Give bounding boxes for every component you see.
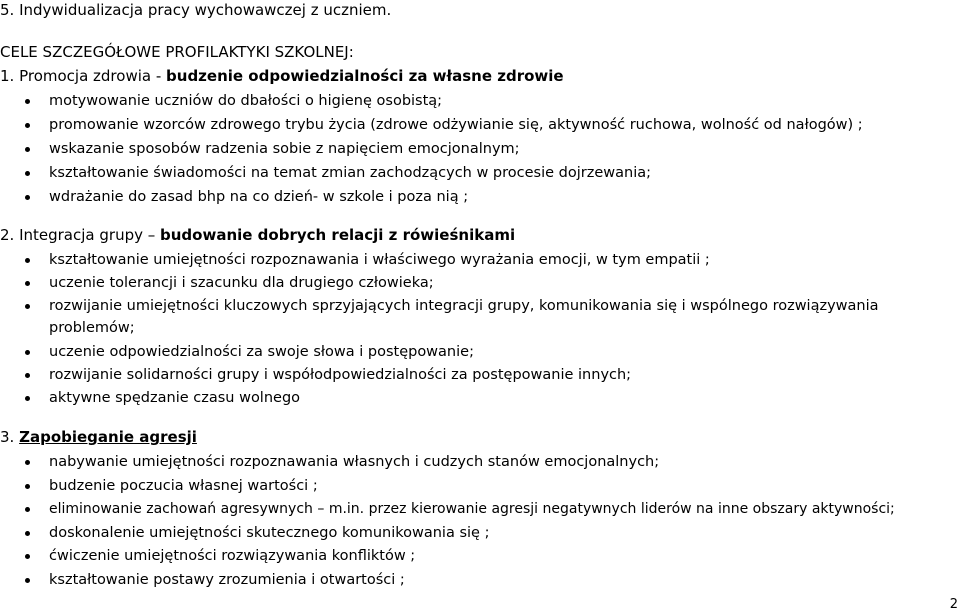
bullet-icon <box>25 484 30 489</box>
bullet-icon <box>25 147 30 152</box>
bullet-icon <box>25 396 30 401</box>
bullet-icon <box>25 171 30 176</box>
group-1-heading <box>0 66 564 86</box>
bullet-icon <box>25 507 30 512</box>
goals-heading: CELE SZCZEGÓŁOWE PROFILAKTYKI SZKOLNEJ: <box>0 43 354 61</box>
bullet-icon <box>25 373 30 378</box>
bullet-icon <box>25 531 30 536</box>
bullet-icon <box>25 554 30 559</box>
group-3-heading <box>0 427 197 447</box>
group-2-heading <box>0 225 515 245</box>
bullet-icon <box>25 578 30 583</box>
group-2-prefix: 2. Integracja grupy – <box>0 226 161 244</box>
group-1-title: budzenie odpowiedzialności za własne zdrowie <box>166 67 564 85</box>
bullet-icon <box>25 460 30 465</box>
section-5-heading: 5. Indywidualizacja pracy wychowawczej z uczniem. <box>0 1 392 19</box>
bullet-icon <box>25 350 30 355</box>
group-1-prefix: 1. Promocja zdrowia - <box>0 67 167 85</box>
group-3-title: Zapobieganie agresji <box>19 428 197 446</box>
bullet-icon <box>25 123 30 128</box>
bullet-icon <box>25 195 30 200</box>
group-2-title: budowanie dobrych relacji z rówieśnikami <box>160 226 516 244</box>
bullet-icon <box>25 258 30 263</box>
bullet-icon <box>25 304 30 309</box>
group-3-prefix: 3. <box>0 428 20 446</box>
document-page: 5. Indywidualizacja pracy wychowawczej z uczniem. CELE SZCZEGÓŁOWE PROFILAKTYKI SZKOLNEJ: 1. Promocja zdrowia - budzenie odpowiedzialności za własne zdrowie motywowanie uczniów do dbałości o higienę osobistą; promowanie wzorców zdrowego trybu życia (zdrowe odżywianie się, aktywność ruchowa, wolność od nałogów) ; wskazanie sposobów radzenia sobie z napięciem emocjonalnym; kształtowanie świadomości na temat zmian zachodzących w procesie dojrzewania; wdrażanie do zasad bhp na co dzień- w szkole i poza nią ; 2. Integracja grupy – budowanie dobrych relacji z rówieśnikami kształtowanie umiejętności rozpoznawania i właściwego wyrażania emocji, w tym empatii ; uczenie tolerancji i szacunku dla drugiego człowieka; rozwijanie umiejętności kluczowych sprzyjających integracji grupy, komunikowania się i wspólnego rozwiązywania problemów; uczenie odpowiedzialności za swoje słowa i postępowanie; rozwijanie solidarności grupy i współodpowiedzialności za postępowanie innych; aktywne spędzanie czasu wolnego 3. Zapobieganie agresji nabywanie umiejętności rozpoznawania własnych i cudzych stanów emocjonalnych; budzenie poczucia własnej wartości ; eliminowanie zachowań agresywnych – m.in. przez kierowanie agresji negatywnych liderów na inne obszary aktywności; doskonalenie umiejętności skutecznego komunikowania się ; ćwiczenie umiejętności rozwiązywania konfliktów ; kształtowanie postawy zrozumienia i otwartości ; 2 <box>0 1 958 612</box>
page-number: 2 <box>949 597 958 612</box>
bullet-icon <box>25 99 30 104</box>
bullet-icon <box>25 281 30 286</box>
